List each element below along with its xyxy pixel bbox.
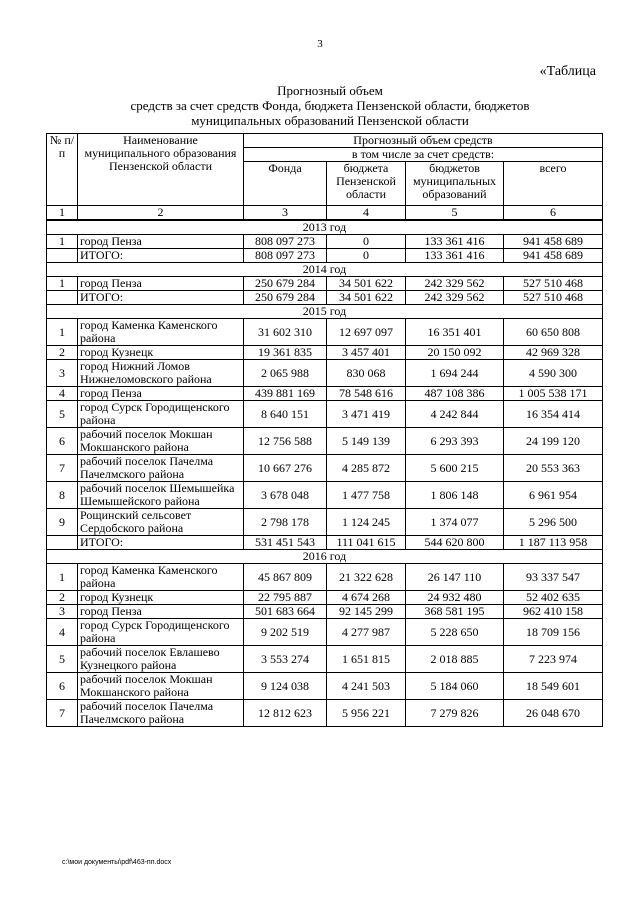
- header-regional: бюджета Пензенской области: [327, 162, 406, 206]
- total-value: 1 187 113 958: [504, 536, 603, 550]
- total-row: [47, 536, 603, 550]
- table-row: [47, 482, 603, 509]
- row-number: [47, 249, 78, 263]
- total-value: 20 553 363: [504, 455, 603, 482]
- municipal-budget-value: 2 018 885: [406, 646, 504, 673]
- row-number: 9: [47, 509, 78, 536]
- table-row: [47, 387, 603, 401]
- row-number: 2: [47, 346, 78, 360]
- total-value: 18 549 601: [504, 673, 603, 700]
- total-row: [47, 249, 603, 263]
- municipal-budget-value: 26 147 110: [406, 564, 504, 591]
- table-row: [47, 428, 603, 455]
- regional-budget-value: 4 241 503: [327, 673, 406, 700]
- row-number: 8: [47, 482, 78, 509]
- total-label: ИТОГО:: [78, 536, 244, 550]
- row-number: 1: [47, 277, 78, 291]
- regional-budget-value: 21 322 628: [327, 564, 406, 591]
- regional-budget-value: 1 651 815: [327, 646, 406, 673]
- row-number: 3: [47, 605, 78, 619]
- regional-budget-value: 4 674 268: [327, 591, 406, 605]
- total-value: 4 590 300: [504, 360, 603, 387]
- total-value: 93 337 547: [504, 564, 603, 591]
- col-number: 4: [327, 206, 406, 221]
- regional-budget-value: 34 501 622: [327, 277, 406, 291]
- header-forecast: Прогнозный объем средств: [244, 134, 603, 148]
- row-number: 3: [47, 360, 78, 387]
- row-number: 1: [47, 564, 78, 591]
- row-number: 4: [47, 619, 78, 646]
- municipal-budget-value: 1 694 244: [406, 360, 504, 387]
- regional-budget-value: 0: [327, 235, 406, 249]
- row-number: 4: [47, 387, 78, 401]
- year-label: 2013 год: [47, 220, 603, 235]
- col-number: 2: [78, 206, 244, 221]
- row-number: 6: [47, 428, 78, 455]
- title-line: Прогнозный объем: [277, 83, 383, 98]
- col-number: 3: [244, 206, 327, 221]
- fund-value: 3 553 274: [244, 646, 327, 673]
- total-value: 962 410 158: [504, 605, 603, 619]
- col-number: 5: [406, 206, 504, 221]
- municipal-budget-value: 24 932 480: [406, 591, 504, 605]
- table-label: «Таблица: [539, 64, 596, 79]
- municipal-budget-value: 5 184 060: [406, 673, 504, 700]
- table-row: [47, 401, 603, 428]
- municipal-budget-value: 368 581 195: [406, 605, 504, 619]
- col-number: 6: [504, 206, 603, 221]
- total-value: 26 048 670: [504, 700, 603, 727]
- municipality-name: город Пенза: [78, 387, 244, 401]
- total-value: 42 969 328: [504, 346, 603, 360]
- municipal-budget-value: 5 600 215: [406, 455, 504, 482]
- municipality-name: рабочий поселок Евлашево Кузнецкого района: [78, 646, 244, 673]
- fund-value: 19 361 835: [244, 346, 327, 360]
- table-row: [47, 235, 603, 249]
- total-value: 941 458 689: [504, 235, 603, 249]
- table-row: [47, 700, 603, 727]
- total-value: 527 510 468: [504, 291, 603, 305]
- table-row: [47, 673, 603, 700]
- municipal-budget-value: 5 228 650: [406, 619, 504, 646]
- total-label: ИТОГО:: [78, 291, 244, 305]
- total-value: 60 650 808: [504, 319, 603, 346]
- fund-value: 3 678 048: [244, 482, 327, 509]
- municipal-budget-value: 6 293 393: [406, 428, 504, 455]
- regional-budget-value: 34 501 622: [327, 291, 406, 305]
- header-num: № п/п: [47, 134, 78, 206]
- fund-value: 10 667 276: [244, 455, 327, 482]
- table-row: [47, 455, 603, 482]
- row-number: 1: [47, 319, 78, 346]
- municipal-budget-value: 242 329 562: [406, 277, 504, 291]
- municipality-name: рабочий поселок Пачелма Пачелмского района: [78, 700, 244, 727]
- year-label: 2015 год: [47, 305, 603, 319]
- header-name: Наименование муниципального образования Пензенской области: [78, 134, 244, 206]
- regional-budget-value: 5 956 221: [327, 700, 406, 727]
- year-row: [47, 263, 603, 277]
- fund-value: 31 602 310: [244, 319, 327, 346]
- fund-value: 531 451 543: [244, 536, 327, 550]
- total-value: 527 510 468: [504, 277, 603, 291]
- year-label: 2014 год: [47, 263, 603, 277]
- fund-value: 12 756 588: [244, 428, 327, 455]
- year-label: 2016 год: [47, 550, 603, 564]
- municipality-name: город Пенза: [78, 277, 244, 291]
- regional-budget-value: 5 149 139: [327, 428, 406, 455]
- fund-value: 22 795 887: [244, 591, 327, 605]
- regional-budget-value: 78 548 616: [327, 387, 406, 401]
- row-number: 7: [47, 700, 78, 727]
- title-line: средств за счет средств Фонда, бюджета Пензенской области, бюджетов: [130, 98, 530, 113]
- regional-budget-value: 4 277 987: [327, 619, 406, 646]
- fund-value: 439 881 169: [244, 387, 327, 401]
- total-label: ИТОГО:: [78, 249, 244, 263]
- fund-value: 9 124 038: [244, 673, 327, 700]
- regional-budget-value: 92 145 299: [327, 605, 406, 619]
- municipality-name: город Сурск Городищенского района: [78, 401, 244, 428]
- row-number: 1: [47, 235, 78, 249]
- municipality-name: рабочий поселок Пачелма Пачелмского района: [78, 455, 244, 482]
- col-number: 1: [47, 206, 78, 221]
- fund-value: 45 867 809: [244, 564, 327, 591]
- fund-value: 250 679 284: [244, 277, 327, 291]
- year-row: [47, 550, 603, 564]
- municipal-budget-value: 1 374 077: [406, 509, 504, 536]
- header-including: в том числе за счет средств:: [244, 148, 603, 162]
- municipality-name: Рощинский сельсовет Сердобского района: [78, 509, 244, 536]
- municipality-name: рабочий поселок Мокшан Мокшанского района: [78, 673, 244, 700]
- forecast-table: [46, 133, 603, 727]
- row-number: [47, 291, 78, 305]
- row-number: 6: [47, 673, 78, 700]
- municipal-budget-value: 133 361 416: [406, 235, 504, 249]
- header-fund: Фонда: [244, 162, 327, 206]
- municipal-budget-value: 242 329 562: [406, 291, 504, 305]
- row-number: [47, 536, 78, 550]
- total-value: 1 005 538 171: [504, 387, 603, 401]
- municipality-name: город Сурск Городищенского района: [78, 619, 244, 646]
- municipal-budget-value: 4 242 844: [406, 401, 504, 428]
- table-row: [47, 360, 603, 387]
- regional-budget-value: 0: [327, 249, 406, 263]
- fund-value: 8 640 151: [244, 401, 327, 428]
- municipality-name: рабочий поселок Мокшан Мокшанского района: [78, 428, 244, 455]
- fund-value: 808 097 273: [244, 235, 327, 249]
- municipal-budget-value: 7 279 826: [406, 700, 504, 727]
- total-row: [47, 291, 603, 305]
- municipality-name: город Нижний Ломов Нижнеломовского района: [78, 360, 244, 387]
- fund-value: 9 202 519: [244, 619, 327, 646]
- year-row: [47, 305, 603, 319]
- header-total: всего: [504, 162, 603, 206]
- regional-budget-value: 12 697 097: [327, 319, 406, 346]
- municipality-name: город Кузнецк: [78, 591, 244, 605]
- table-row: [47, 564, 603, 591]
- regional-budget-value: 1 477 758: [327, 482, 406, 509]
- table-row: [47, 277, 603, 291]
- row-number: 5: [47, 646, 78, 673]
- total-value: 6 961 954: [504, 482, 603, 509]
- row-number: 5: [47, 401, 78, 428]
- municipal-budget-value: 133 361 416: [406, 249, 504, 263]
- row-number: 2: [47, 591, 78, 605]
- municipal-budget-value: 1 806 148: [406, 482, 504, 509]
- fund-value: 501 683 664: [244, 605, 327, 619]
- title-line: муниципальных образований Пензенской области: [191, 113, 469, 128]
- total-value: 52 402 635: [504, 591, 603, 605]
- municipality-name: город Каменка Каменского района: [78, 564, 244, 591]
- table-row: [47, 605, 603, 619]
- file-path-footer: c:\мои документы\pdf\463-пп.docx: [62, 859, 172, 866]
- municipal-budget-value: 20 150 092: [406, 346, 504, 360]
- row-number: 7: [47, 455, 78, 482]
- regional-budget-value: 3 457 401: [327, 346, 406, 360]
- regional-budget-value: 1 124 245: [327, 509, 406, 536]
- municipal-budget-value: 544 620 800: [406, 536, 504, 550]
- fund-value: 12 812 623: [244, 700, 327, 727]
- table-row: [47, 591, 603, 605]
- regional-budget-value: 830 068: [327, 360, 406, 387]
- municipality-name: город Каменка Каменского района: [78, 319, 244, 346]
- year-row: [47, 220, 603, 235]
- table-row: [47, 646, 603, 673]
- fund-value: 2 065 988: [244, 360, 327, 387]
- table-row: [47, 319, 603, 346]
- regional-budget-value: 111 041 615: [327, 536, 406, 550]
- municipal-budget-value: 487 108 386: [406, 387, 504, 401]
- total-value: 24 199 120: [504, 428, 603, 455]
- regional-budget-value: 3 471 419: [327, 401, 406, 428]
- municipality-name: город Кузнецк: [78, 346, 244, 360]
- total-value: 941 458 689: [504, 249, 603, 263]
- total-value: 7 223 974: [504, 646, 603, 673]
- municipal-budget-value: 16 351 401: [406, 319, 504, 346]
- total-value: 16 354 414: [504, 401, 603, 428]
- fund-value: 2 798 178: [244, 509, 327, 536]
- municipality-name: город Пенза: [78, 235, 244, 249]
- municipality-name: рабочий поселок Шемышейка Шемышейского района: [78, 482, 244, 509]
- total-value: 5 296 500: [504, 509, 603, 536]
- table-row: [47, 509, 603, 536]
- regional-budget-value: 4 285 872: [327, 455, 406, 482]
- municipality-name: город Пенза: [78, 605, 244, 619]
- total-value: 18 709 156: [504, 619, 603, 646]
- fund-value: 808 097 273: [244, 249, 327, 263]
- table-row: [47, 346, 603, 360]
- header-municipal: бюджетов муниципальных образований: [406, 162, 504, 206]
- page-number: 3: [317, 38, 323, 50]
- fund-value: 250 679 284: [244, 291, 327, 305]
- document-title: [60, 83, 600, 128]
- table-row: [47, 619, 603, 646]
